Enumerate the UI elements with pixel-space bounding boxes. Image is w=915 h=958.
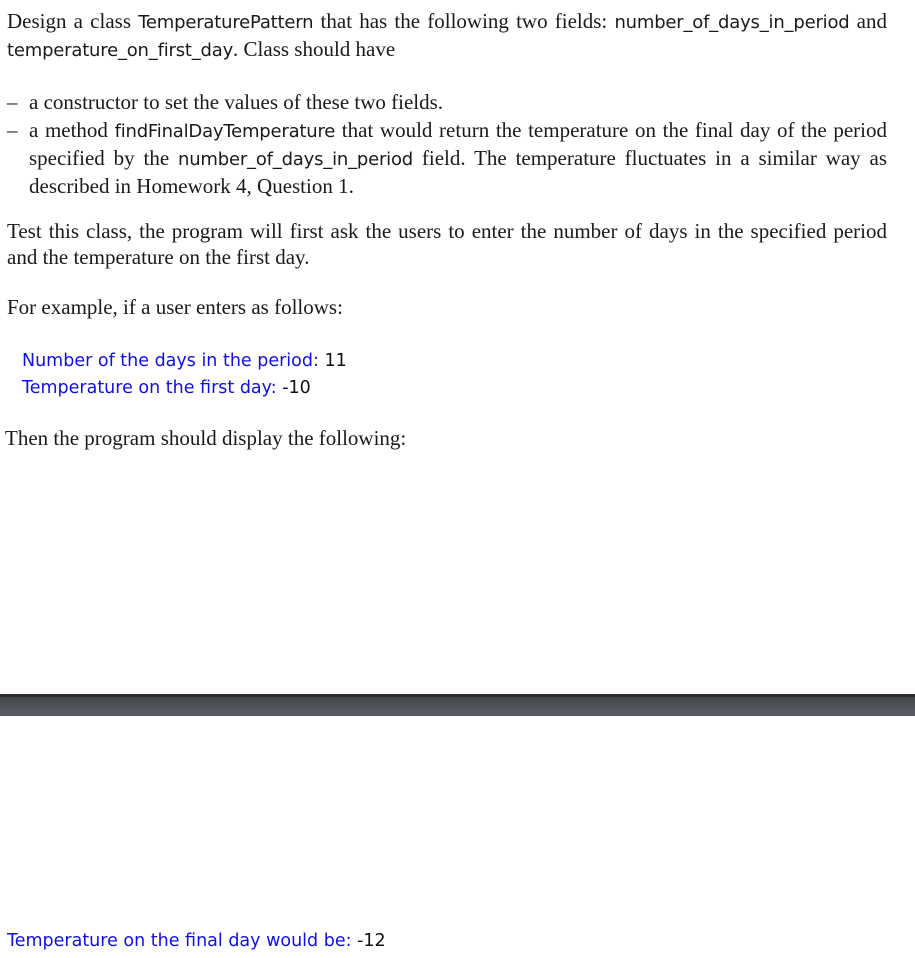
temperature-value: -10 [282, 378, 311, 398]
list-item [7, 89, 887, 115]
field-days-in-period: number_of_days_in_period [177, 149, 414, 170]
input-line-temperature [22, 375, 347, 402]
method-text-3: field. The temperature fluctuates in a similar way as described in Homework 4, Question 1. [29, 146, 887, 198]
input-sample [22, 348, 347, 402]
class-name: TemperaturePattern [138, 12, 314, 33]
list-item [7, 117, 887, 199]
intro-text-4: . Class should have [233, 37, 396, 61]
days-prompt: Number of the days in the period: [22, 351, 319, 371]
then-paragraph: Then the program should display the following: [5, 426, 407, 450]
constructor-requirement: a constructor to set the values of these two fields. [29, 90, 444, 114]
input-line-days [22, 348, 347, 375]
intro-text-1: Design a class [7, 9, 139, 33]
dash-bullet: – [7, 90, 18, 114]
output-line [7, 928, 386, 954]
page-divider [0, 694, 915, 716]
example-paragraph: For example, if a user enters as follows: [7, 295, 343, 319]
output-prompt: Temperature on the final day would be: [7, 931, 352, 951]
temperature-prompt: Temperature on the first day: [22, 378, 277, 398]
days-value: 11 [324, 351, 347, 371]
field-temperature-first-day: temperature_on_first_day [7, 40, 234, 61]
dash-bullet: – [7, 118, 18, 142]
method-text-2: that would return the temperature on the final day of the period specified by the [29, 118, 887, 170]
method-text-1: a method [29, 118, 115, 142]
output-value: -12 [357, 931, 386, 951]
field-days-in-period: number_of_days_in_period [614, 12, 850, 33]
method-name: findFinalDayTemperature [114, 121, 336, 142]
test-paragraph: Test this class, the program will first ask the users to enter the number of days in the specified period and the temperature on the first day. [7, 219, 887, 269]
intro-text-2: that has the following two fields: [313, 9, 615, 33]
requirements-list [7, 89, 887, 199]
intro-paragraph [7, 8, 887, 64]
divider-edge [0, 694, 915, 697]
intro-text-3: and [849, 9, 888, 33]
